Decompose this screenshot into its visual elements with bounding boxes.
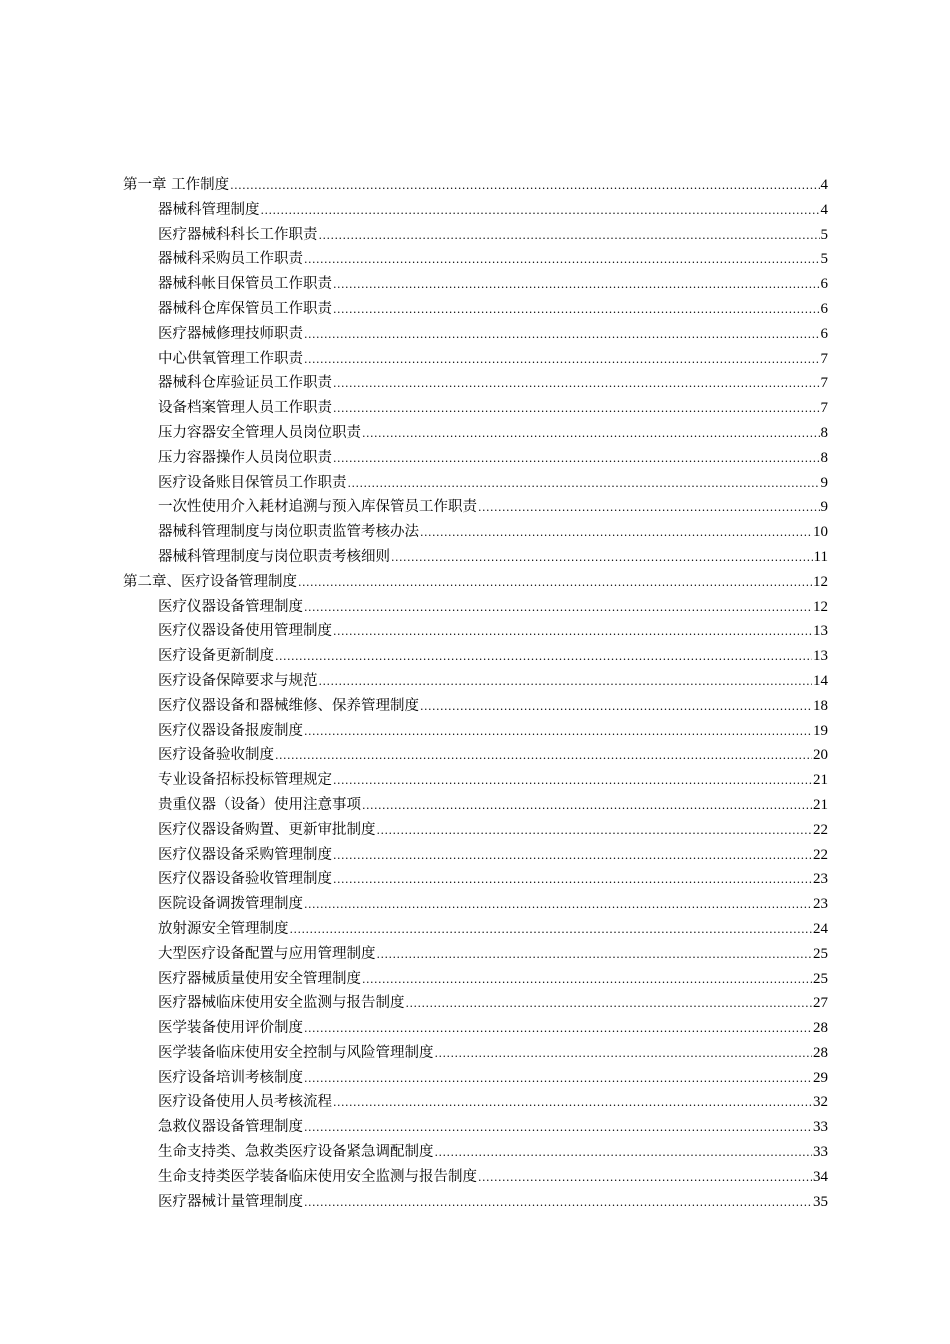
toc-page-number: 28 (813, 1044, 828, 1061)
toc-entry-title: 医疗器械计量管理制度 (158, 1193, 303, 1210)
toc-page-number: 12 (813, 598, 828, 615)
toc-dot-leader (304, 1017, 812, 1042)
toc-page-number: 22 (813, 821, 828, 838)
toc-entry-title: 设备档案管理人员工作职责 (158, 400, 332, 417)
toc-page-number: 25 (813, 945, 828, 962)
toc-entry-title: 医疗设备账目保管员工作职责 (158, 474, 347, 491)
toc-entry-title: 器械科管理制度 (158, 201, 260, 218)
toc-page-number: 33 (813, 1144, 828, 1161)
toc-entry-title: 器械科采购员工作职责 (158, 251, 303, 268)
toc-entry-title: 医疗仪器设备验收管理制度 (158, 871, 332, 888)
toc-entry-title: 医疗设备培训考核制度 (158, 1069, 303, 1086)
toc-entry[interactable] (123, 768, 828, 793)
toc-entry[interactable] (123, 1165, 828, 1190)
toc-entry-title: 第二章、医疗设备管理制度 (123, 573, 297, 590)
toc-dot-leader (478, 1166, 812, 1191)
toc-page-number: 29 (813, 1069, 828, 1086)
toc-dot-leader (333, 620, 812, 645)
toc-page-number: 34 (813, 1168, 828, 1185)
toc-entry-title: 医疗仪器设备采购管理制度 (158, 846, 332, 863)
toc-entry[interactable] (123, 347, 828, 372)
toc-page-number: 5 (820, 251, 828, 268)
toc-entry-title: 医疗器械修理技师职责 (158, 325, 303, 342)
toc-entry[interactable] (123, 917, 828, 942)
toc-dot-leader (319, 670, 813, 695)
toc-page-number: 8 (820, 449, 828, 466)
toc-entry-title: 医疗仪器设备管理制度 (158, 598, 303, 615)
toc-page-number: 23 (813, 871, 828, 888)
toc-page-number: 9 (820, 499, 828, 516)
toc-dot-leader (478, 496, 820, 521)
toc-dot-leader (435, 1141, 813, 1166)
toc-entry-title: 中心供氧管理工作职责 (158, 350, 303, 367)
toc-dot-leader (333, 397, 820, 422)
toc-dot-leader (333, 372, 820, 397)
toc-dot-leader (304, 323, 820, 348)
toc-page-number: 23 (813, 896, 828, 913)
toc-page-number: 20 (813, 747, 828, 764)
toc-entry[interactable] (123, 843, 828, 868)
toc-dot-leader (362, 794, 812, 819)
toc-entry[interactable] (123, 1090, 828, 1115)
toc-page-number: 7 (820, 375, 828, 392)
toc-entry-title: 医院设备调拨管理制度 (158, 896, 303, 913)
toc-entry[interactable] (123, 371, 828, 396)
toc-entry[interactable] (123, 421, 828, 446)
toc-entry[interactable] (123, 942, 828, 967)
toc-entry[interactable] (123, 545, 828, 570)
toc-entry[interactable] (123, 297, 828, 322)
toc-entry[interactable] (123, 669, 828, 694)
toc-dot-leader (304, 596, 812, 621)
toc-page-number: 6 (820, 276, 828, 293)
toc-entry[interactable] (123, 1115, 828, 1140)
toc-entry[interactable] (123, 247, 828, 272)
toc-entry-title: 器械科仓库验证员工作职责 (158, 375, 332, 392)
toc-entry-title: 器械科帐目保管员工作职责 (158, 276, 332, 293)
toc-entry-title: 生命支持类医学装备临床使用安全监测与报告制度 (158, 1168, 477, 1185)
toc-entry-title: 压力容器操作人员岗位职责 (158, 449, 332, 466)
toc-page-number: 9 (820, 474, 828, 491)
toc-dot-leader (420, 521, 812, 546)
toc-dot-leader (362, 968, 812, 993)
toc-entry-title: 医疗器械质量使用安全管理制度 (158, 970, 361, 987)
toc-page-number: 8 (820, 424, 828, 441)
toc-page-number: 28 (813, 1020, 828, 1037)
toc-dot-leader (377, 943, 813, 968)
toc-chapter-entry[interactable] (123, 570, 828, 595)
toc-chapter-entry[interactable] (123, 173, 828, 198)
toc-entry-title: 器械科管理制度与岗位职责考核细则 (158, 548, 390, 565)
toc-entry[interactable] (123, 818, 828, 843)
toc-entry-title: 医疗设备更新制度 (158, 648, 274, 665)
toc-dot-leader (275, 744, 812, 769)
toc-page-number: 13 (813, 648, 828, 665)
toc-dot-leader (304, 1191, 812, 1216)
toc-entry-title: 急救仪器设备管理制度 (158, 1119, 303, 1136)
toc-entry-title: 医疗仪器设备报废制度 (158, 722, 303, 739)
toc-page-number: 18 (813, 697, 828, 714)
toc-entry[interactable] (123, 1041, 828, 1066)
toc-page-number: 12 (813, 573, 828, 590)
toc-page-number: 35 (813, 1193, 828, 1210)
table-of-contents (123, 173, 828, 1214)
toc-dot-leader (333, 298, 820, 323)
toc-page-number: 33 (813, 1119, 828, 1136)
toc-dot-leader (304, 1116, 812, 1141)
toc-entry[interactable] (123, 1190, 828, 1215)
toc-entry[interactable] (123, 471, 828, 496)
toc-entry[interactable] (123, 694, 828, 719)
toc-dot-leader (362, 422, 820, 447)
toc-entry-title: 压力容器安全管理人员岗位职责 (158, 424, 361, 441)
toc-page-number: 6 (820, 325, 828, 342)
toc-dot-leader (333, 769, 812, 794)
toc-entry[interactable] (123, 967, 828, 992)
toc-dot-leader (230, 174, 819, 199)
toc-entry-title: 放射源安全管理制度 (158, 920, 289, 937)
toc-page-number: 25 (813, 970, 828, 987)
toc-page-number: 13 (813, 623, 828, 640)
toc-page-number: 19 (813, 722, 828, 739)
toc-entry[interactable] (123, 520, 828, 545)
toc-dot-leader (406, 992, 813, 1017)
toc-dot-leader (420, 695, 812, 720)
toc-entry-title: 医疗仪器设备和器械维修、保养管理制度 (158, 697, 419, 714)
toc-entry[interactable] (123, 867, 828, 892)
toc-entry[interactable] (123, 446, 828, 471)
toc-entry[interactable] (123, 991, 828, 1016)
toc-page-number: 7 (820, 400, 828, 417)
toc-entry[interactable] (123, 396, 828, 421)
toc-entry[interactable] (123, 1066, 828, 1091)
toc-dot-leader (304, 248, 820, 273)
toc-dot-leader (298, 571, 812, 596)
toc-entry[interactable] (123, 1016, 828, 1041)
toc-page-number: 22 (813, 846, 828, 863)
toc-page-number: 4 (820, 177, 828, 193)
toc-dot-leader (333, 868, 812, 893)
toc-page-number: 11 (813, 548, 828, 565)
toc-entry[interactable] (123, 595, 828, 620)
toc-entry-title: 器械科管理制度与岗位职责监管考核办法 (158, 524, 419, 541)
toc-page-number: 4 (820, 201, 828, 218)
toc-entry[interactable] (123, 793, 828, 818)
toc-entry[interactable] (123, 322, 828, 347)
toc-dot-leader (377, 819, 813, 844)
toc-entry[interactable] (123, 892, 828, 917)
toc-entry[interactable] (123, 223, 828, 248)
toc-page-number: 32 (813, 1094, 828, 1111)
toc-page-number: 10 (813, 524, 828, 541)
toc-dot-leader (261, 199, 820, 224)
toc-dot-leader (333, 844, 812, 869)
toc-entry-title: 医疗设备保障要求与规范 (158, 672, 318, 689)
toc-page-number: 6 (820, 300, 828, 317)
toc-dot-leader (333, 273, 820, 298)
toc-dot-leader (348, 472, 820, 497)
toc-dot-leader (304, 720, 812, 745)
toc-page-number: 14 (813, 672, 828, 689)
toc-entry-title: 医疗仪器设备购置、更新审批制度 (158, 821, 376, 838)
toc-entry-title: 医疗器械临床使用安全监测与报告制度 (158, 995, 405, 1012)
toc-dot-leader (304, 1067, 812, 1092)
toc-entry-title: 医疗器械科科长工作职责 (158, 226, 318, 243)
toc-page-number: 5 (820, 226, 828, 243)
toc-entry-title: 医疗设备验收制度 (158, 747, 274, 764)
toc-entry-title: 器械科仓库保管员工作职责 (158, 300, 332, 317)
toc-entry-title: 一次性使用介入耗材追溯与预入库保管员工作职责 (158, 499, 477, 516)
toc-entry-title: 医学装备临床使用安全控制与风险管理制度 (158, 1044, 434, 1061)
toc-dot-leader (333, 1091, 812, 1116)
toc-entry-title: 第一章 工作制度 (123, 177, 230, 193)
toc-page-number: 7 (820, 350, 828, 367)
toc-entry-title: 专业设备招标投标管理规定 (158, 772, 332, 789)
toc-entry-title: 贵重仪器（设备）使用注意事项 (158, 796, 361, 813)
toc-entry[interactable] (123, 743, 828, 768)
toc-entry[interactable] (123, 719, 828, 744)
toc-entry[interactable] (123, 272, 828, 297)
toc-entry-title: 医学装备使用评价制度 (158, 1020, 303, 1037)
toc-dot-leader (319, 224, 820, 249)
toc-entry[interactable] (123, 495, 828, 520)
toc-page-number: 21 (813, 772, 828, 789)
toc-dot-leader (290, 918, 813, 943)
toc-entry[interactable] (123, 198, 828, 223)
toc-dot-leader (275, 645, 812, 670)
toc-entry[interactable] (123, 1140, 828, 1165)
toc-dot-leader (391, 546, 813, 571)
toc-dot-leader (304, 348, 820, 373)
toc-dot-leader (435, 1042, 813, 1067)
toc-entry-title: 医疗设备使用人员考核流程 (158, 1094, 332, 1111)
toc-dot-leader (333, 447, 820, 472)
toc-dot-leader (304, 893, 812, 918)
toc-entry-title: 医疗仪器设备使用管理制度 (158, 623, 332, 640)
toc-page-number: 24 (813, 920, 828, 937)
toc-entry[interactable] (123, 619, 828, 644)
toc-page-number: 21 (813, 796, 828, 813)
toc-entry-title: 生命支持类、急救类医疗设备紧急调配制度 (158, 1144, 434, 1161)
toc-page-number: 27 (813, 995, 828, 1012)
toc-entry-title: 大型医疗设备配置与应用管理制度 (158, 945, 376, 962)
toc-entry[interactable] (123, 644, 828, 669)
